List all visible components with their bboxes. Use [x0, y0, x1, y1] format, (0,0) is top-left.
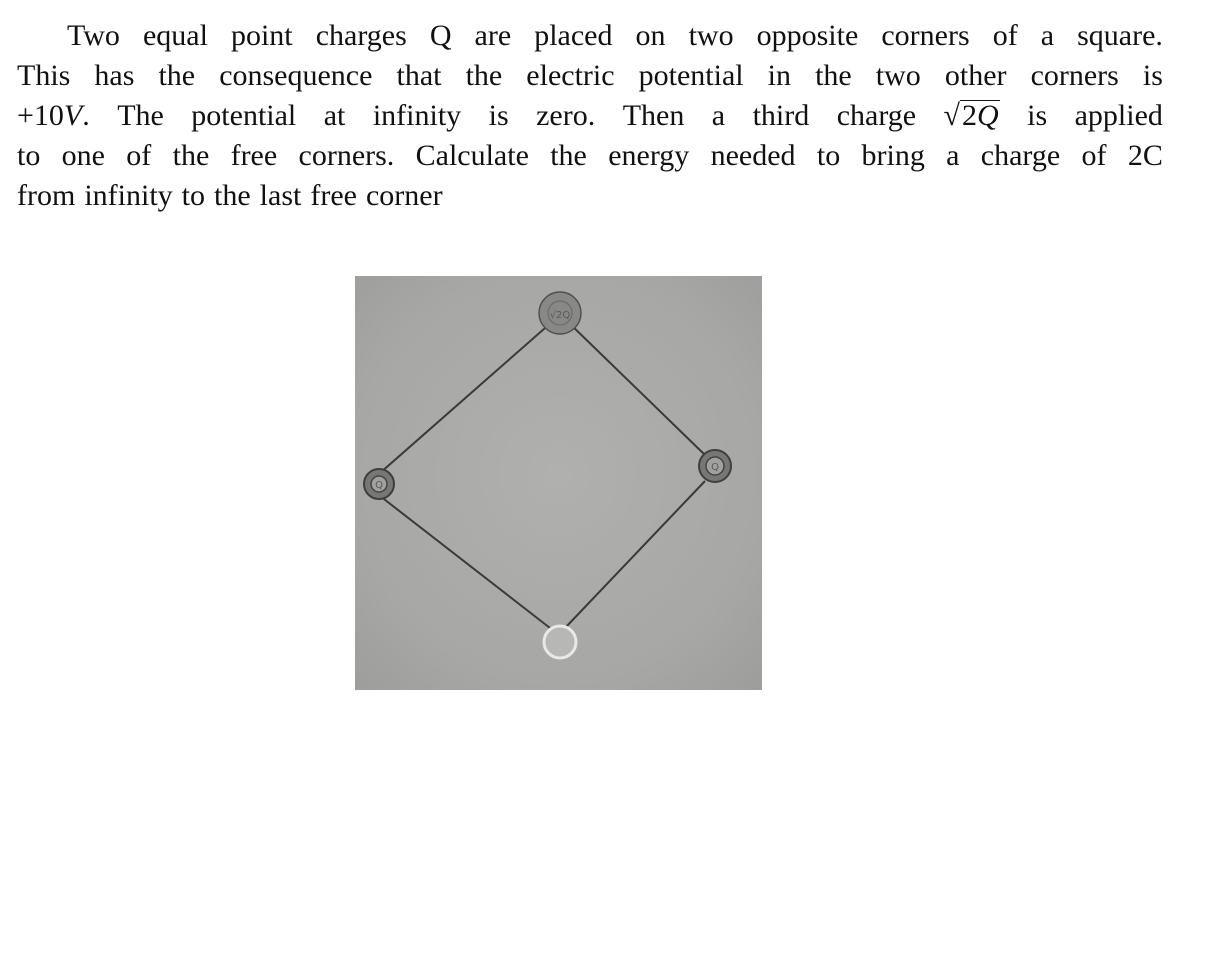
- sqrt-sign: √: [943, 99, 961, 132]
- word: Then: [622, 99, 685, 132]
- radicand-value: 2: [962, 99, 978, 132]
- problem-statement: [17, 16, 1163, 216]
- voltage-word: +10V.: [17, 99, 90, 132]
- word: energy: [608, 139, 690, 172]
- word: the: [550, 139, 587, 172]
- word: free: [310, 179, 357, 212]
- word: placed: [534, 19, 613, 52]
- right-corner-charge: [699, 450, 731, 482]
- word: needed: [710, 139, 796, 172]
- word: This: [17, 59, 71, 92]
- word: The: [117, 99, 164, 132]
- right-charge-label: Q: [711, 462, 719, 473]
- word: charges: [315, 19, 407, 52]
- word: two: [875, 59, 921, 92]
- word: is: [1027, 99, 1048, 132]
- word: the: [172, 139, 210, 172]
- word: a: [946, 139, 960, 172]
- word: potential: [638, 59, 744, 92]
- word: has: [94, 59, 135, 92]
- word: the: [815, 59, 852, 92]
- word: of: [1081, 139, 1107, 172]
- word: Calculate: [415, 139, 529, 172]
- word: potential: [191, 99, 297, 132]
- word: two: [688, 19, 734, 52]
- word: the: [214, 179, 251, 212]
- charge-symbol: Q: [977, 99, 999, 132]
- radicand: [960, 100, 1000, 131]
- left-charge-label: Q: [375, 480, 383, 491]
- word: other: [944, 59, 1007, 92]
- sqrt-expression: [944, 96, 1000, 136]
- top-corner-charge: [539, 292, 581, 334]
- word: that: [396, 59, 442, 92]
- square-diagram: [355, 276, 762, 690]
- word: corners: [1030, 59, 1119, 92]
- word: are: [474, 19, 512, 52]
- word: from: [17, 179, 76, 212]
- word: is: [488, 99, 509, 132]
- word: of: [126, 139, 152, 172]
- word: last: [259, 179, 302, 212]
- word: of: [992, 19, 1018, 52]
- word: bring: [861, 139, 925, 172]
- word: Two: [67, 19, 120, 52]
- word: a: [1040, 19, 1055, 52]
- word: corner: [365, 179, 443, 212]
- word: point: [230, 19, 293, 52]
- word: third: [752, 99, 810, 132]
- problem-line-4: [17, 136, 1163, 176]
- word: at: [323, 99, 346, 132]
- bottom-empty-corner-circle: [544, 626, 576, 658]
- voltage-unit: V: [63, 99, 83, 132]
- word: to: [17, 139, 41, 172]
- problem-line-1: [17, 16, 1163, 56]
- word: one: [61, 139, 105, 172]
- left-corner-charge: [364, 469, 394, 499]
- word: electric: [526, 59, 615, 92]
- word: equal: [142, 19, 208, 52]
- voltage-value: +10: [17, 99, 64, 132]
- top-charge-label: √2Q: [549, 310, 571, 321]
- word: Q: [429, 19, 452, 52]
- word: corners: [881, 19, 970, 52]
- word: applied: [1074, 99, 1163, 132]
- problem-line-5: [17, 176, 1163, 216]
- problem-line-3: [17, 96, 1163, 136]
- problem-line-2: [17, 56, 1163, 96]
- word: free: [230, 139, 278, 172]
- word: charge: [980, 139, 1061, 172]
- word: a: [711, 99, 726, 132]
- word: infinity: [84, 179, 173, 212]
- word: opposite: [756, 19, 859, 52]
- word: 2C: [1127, 139, 1163, 172]
- word: to: [181, 179, 206, 212]
- word: is: [1142, 59, 1163, 92]
- word: charge: [836, 99, 917, 132]
- word: to: [816, 139, 841, 172]
- word: in: [767, 59, 792, 92]
- word: infinity: [372, 99, 462, 132]
- word: on: [635, 19, 666, 52]
- word: consequence: [219, 59, 373, 92]
- word: the: [158, 59, 196, 92]
- charge-square-figure: [355, 276, 762, 690]
- bottom-free-corner: [544, 626, 576, 658]
- word: corners.: [298, 139, 395, 172]
- word: the: [465, 59, 503, 92]
- word: square.: [1077, 19, 1163, 52]
- word: zero.: [536, 99, 596, 132]
